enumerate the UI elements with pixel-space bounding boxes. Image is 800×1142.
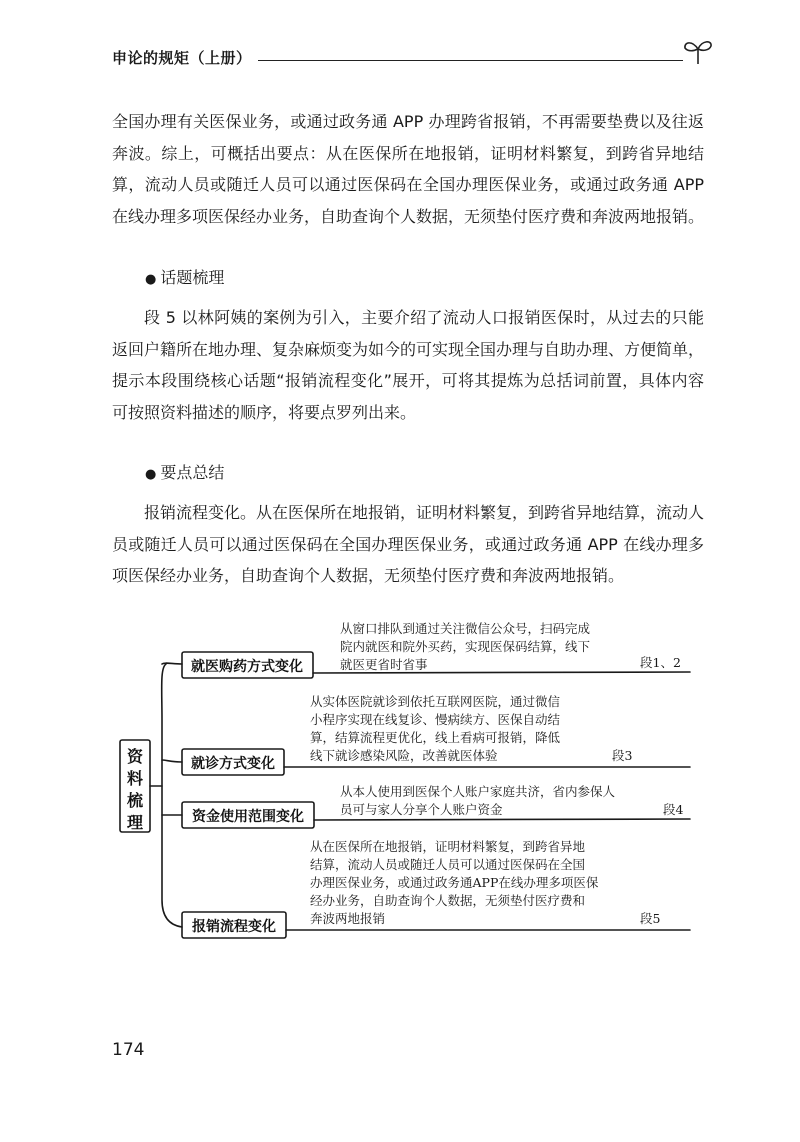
- branch-4-note-line-5: 奔波两地报销: [310, 911, 386, 926]
- page-number: 174: [112, 1040, 145, 1060]
- branch-label-2: 就诊方式变化: [191, 756, 275, 772]
- branch-1-note-line-2: 院内就医和院外买药，实现医保码结算，线下: [340, 639, 591, 654]
- branch-1-note-line-1: 从窗口排队到通过关注微信公众号，扫码完成: [340, 621, 591, 636]
- branch-label-3: 资金使用范围变化: [192, 809, 304, 825]
- branch-2-note-line-2: 小程序实现在线复诊、慢病续方、医保自动结: [310, 712, 561, 727]
- bullet-label: 话题梳理: [160, 268, 225, 287]
- branch-3-note-line-2: 员可与家人分享个人账户资金: [340, 802, 503, 817]
- bullet-label: 要点总结: [160, 463, 225, 482]
- branch-1-ref: 段1、2: [640, 655, 681, 670]
- branch-4-note-line-1: 从在医保所在地报销，证明材料繁复，到跨省异地: [310, 839, 586, 854]
- branch-3-ref: 段4: [663, 802, 684, 817]
- paragraph-summary: 报销流程变化。从在医保所在地报销，证明材料繁复，到跨省异地结算，流动人员或随迁人员可以通过医保码在全国办理医保业务，或通过政务通 APP 在线办理多项医保经办业务，自助查询个人数据，无须垫付医疗费和奔波两地报销。: [112, 503, 705, 585]
- branch-4-note-line-2: 结算，流动人员或随迁人员可以通过医保码在全国: [310, 857, 586, 872]
- branch-2-ref: 段3: [612, 748, 633, 763]
- root-char-2: 料: [126, 769, 144, 788]
- bullet-dot-icon: ●: [145, 467, 157, 482]
- root-char-4: 理: [126, 813, 144, 832]
- bullet-dot-icon: ●: [145, 272, 157, 287]
- running-header-title: 申论的规矩（上册）: [112, 49, 252, 67]
- branch-4-note-line-4: 经办业务，自助查询个人数据，无须垫付医疗费和: [310, 893, 586, 908]
- branch-label-4: 报销流程变化: [192, 919, 276, 935]
- branch-3-note-line-1: 从本人使用到医保个人账户家庭共济，省内参保人: [340, 784, 616, 799]
- branch-2-note-line-1: 从实体医院就诊到依托互联网医院，通过微信: [310, 694, 561, 709]
- paragraph-continuation: 全国办理有关医保业务，或通过政务通 APP 办理跨省报销，不再需要垫费以及往返奔波。综上，可概括出要点：从在医保所在地报销，证明材料繁复，到跨省异地结算，流动人员或随迁人员可以通过医保码在全国办理医保业务，或通过政务通 APP 在线办理多项医保经办业务，自助查询个人数据，无须垫付医疗费和奔波两地报销。: [112, 112, 705, 226]
- branch-label-1: 就医购药方式变化: [191, 659, 303, 675]
- branch-1-note-line-3: 就医更省时省事: [340, 657, 428, 672]
- branch-4-note-line-3: 办理医保业务，或通过政务通APP在线办理多项医保: [310, 875, 599, 890]
- paragraph-topic: 段 5 以林阿姨的案例为引入，主要介绍了流动人口报销医保时，从过去的只能返回户籍所在地办理、复杂麻烦变为如今的可实现全国办理与自助办理、方便简单，提示本段围绕核心话题“报销流程变化”展开，可将其提炼为总括词前置，具体内容可按照资料描述的顺序，将要点罗列出来。: [112, 308, 705, 422]
- root-char-3: 梳: [126, 791, 144, 810]
- branch-2-note-line-3: 算，结算流程更优化，线上看病可报销，降低: [310, 730, 561, 745]
- branch-4-ref: 段5: [640, 911, 661, 926]
- root-char-1: 资: [126, 747, 144, 766]
- branch-2-note-line-4: 线下就诊感染风险，改善就医体验: [310, 748, 498, 763]
